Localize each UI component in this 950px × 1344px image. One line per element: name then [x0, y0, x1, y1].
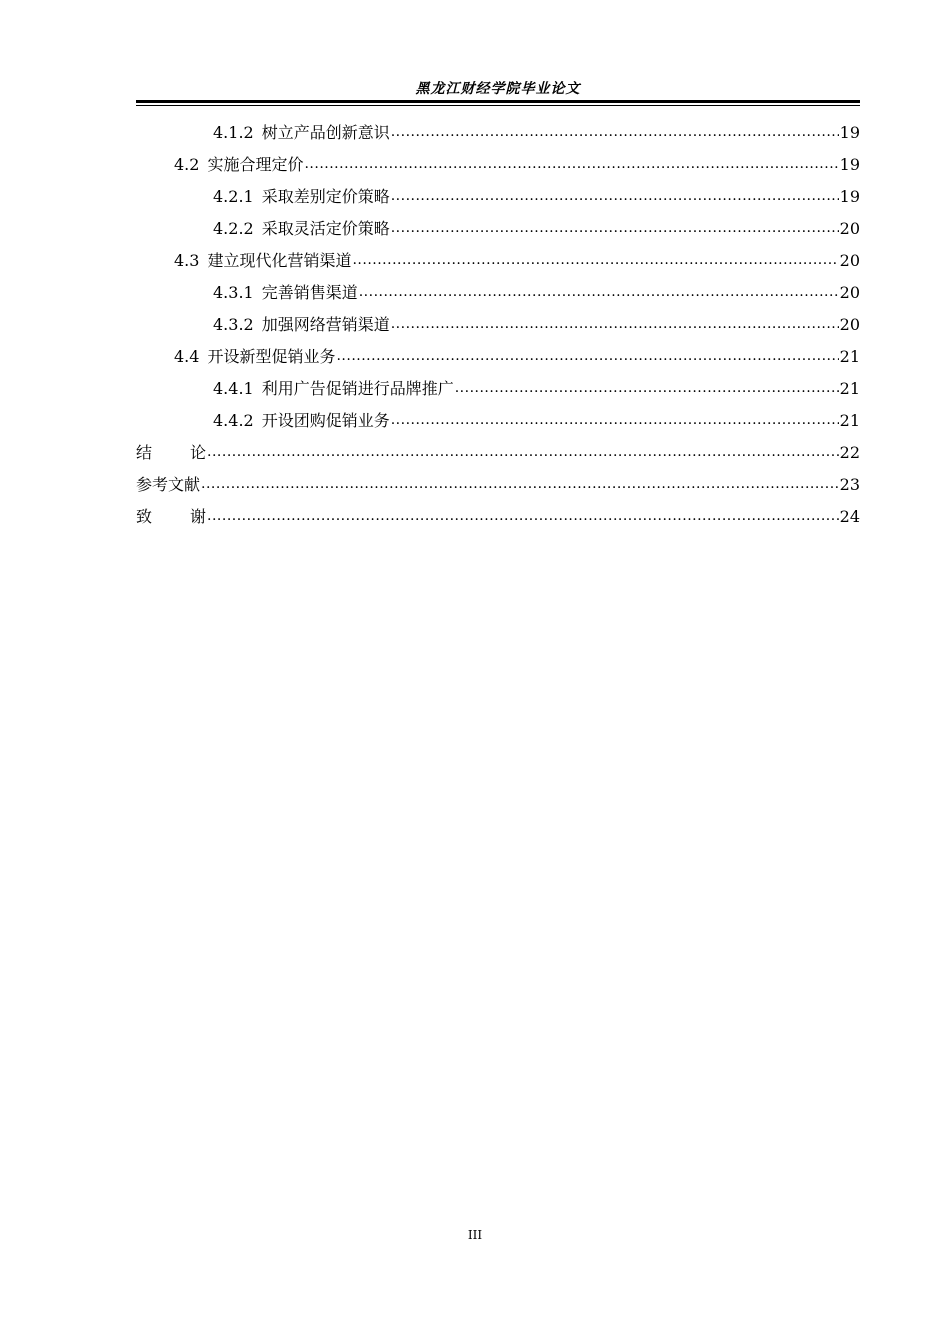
toc-entry-title: 加强网络营销渠道: [261, 315, 390, 334]
toc-entry-title: 开设团购促销业务: [261, 411, 390, 430]
toc-entry[interactable]: [136, 312, 860, 344]
toc-entry-title: 利用广告促销进行品牌推广: [261, 379, 454, 398]
toc-entry-page: 20: [839, 283, 860, 302]
toc-entry-page: 21: [839, 379, 860, 398]
toc-entry-title: 开设新型促销业务: [207, 347, 336, 366]
toc-entry[interactable]: [136, 184, 860, 216]
toc-dot-leader: [455, 378, 839, 394]
toc-dot-leader: [391, 314, 839, 330]
toc-entry-title: 建立现代化营销渠道: [207, 251, 352, 270]
toc-entry-page: 20: [839, 219, 860, 238]
toc-entry-page: 19: [839, 123, 860, 142]
toc-entry-title: 完善销售渠道: [261, 283, 358, 302]
toc-entry[interactable]: [136, 408, 860, 440]
toc-dot-leader: [201, 474, 839, 490]
toc-entry-number: 4.2: [174, 155, 200, 174]
toc-entry[interactable]: [136, 344, 860, 376]
toc-dot-leader: [336, 346, 838, 362]
toc-entry-title-char: 致: [136, 507, 191, 526]
toc-entry-number: 4.4: [174, 347, 200, 366]
toc-entry-title: [136, 504, 206, 527]
toc-entry-number: 4.2.2: [213, 219, 254, 238]
toc-entry[interactable]: [136, 440, 860, 472]
toc-entry-page: 21: [839, 347, 860, 366]
page-number: III: [467, 1228, 483, 1242]
toc-entry-title: 树立产品创新意识: [261, 123, 390, 142]
running-header: 黑龙江财经学院毕业论文: [415, 81, 581, 97]
toc-entry-page: 19: [839, 155, 860, 174]
toc-dot-leader: [359, 282, 839, 298]
toc-entry-number: 4.2.1: [213, 187, 254, 206]
toc-dot-leader: [352, 250, 838, 266]
toc-entry-page: 23: [839, 475, 860, 494]
toc-entry-page: 24: [839, 507, 860, 526]
toc-dot-leader: [391, 122, 839, 138]
toc-entry-title: 采取差别定价策略: [261, 187, 390, 206]
toc-entry-title: [136, 440, 206, 463]
table-of-contents: [136, 120, 860, 536]
toc-dot-leader: [391, 186, 839, 202]
toc-entry[interactable]: [136, 120, 860, 152]
toc-entry-number: 4.3.2: [213, 315, 254, 334]
toc-entry[interactable]: [136, 216, 860, 248]
toc-entry[interactable]: [136, 376, 860, 408]
toc-entry-page: 19: [839, 187, 860, 206]
toc-entry-title-char: 结: [136, 443, 191, 462]
toc-entry-page: 21: [839, 411, 860, 430]
toc-entry-page: 20: [839, 251, 860, 270]
toc-entry-title: 实施合理定价: [207, 155, 304, 174]
toc-dot-leader: [207, 442, 839, 458]
toc-entry-number: 4.1.2: [213, 123, 254, 142]
toc-entry[interactable]: [136, 472, 860, 504]
toc-entry[interactable]: [136, 280, 860, 312]
toc-dot-leader: [391, 218, 839, 234]
toc-entry[interactable]: [136, 504, 860, 536]
toc-entry-number: 4.4.2: [213, 411, 254, 430]
toc-entry-number: 4.4.1: [213, 379, 254, 398]
toc-entry[interactable]: [136, 152, 860, 184]
toc-entry-title-char: 谢: [190, 507, 207, 526]
toc-entry-title-char: 论: [190, 443, 207, 462]
toc-entry-title: 参考文献: [136, 475, 201, 494]
toc-entry-page: 22: [839, 443, 860, 462]
toc-dot-leader: [304, 154, 838, 170]
toc-entry[interactable]: [136, 248, 860, 280]
toc-entry-title: 采取灵活定价策略: [261, 219, 390, 238]
header-rule-thick: [136, 100, 860, 103]
toc-dot-leader: [391, 410, 839, 426]
header-rule-thin: [136, 105, 860, 106]
toc-entry-page: 20: [839, 315, 860, 334]
toc-entry-number: 4.3.1: [213, 283, 254, 302]
toc-entry-number: 4.3: [174, 251, 200, 270]
toc-dot-leader: [207, 506, 839, 522]
